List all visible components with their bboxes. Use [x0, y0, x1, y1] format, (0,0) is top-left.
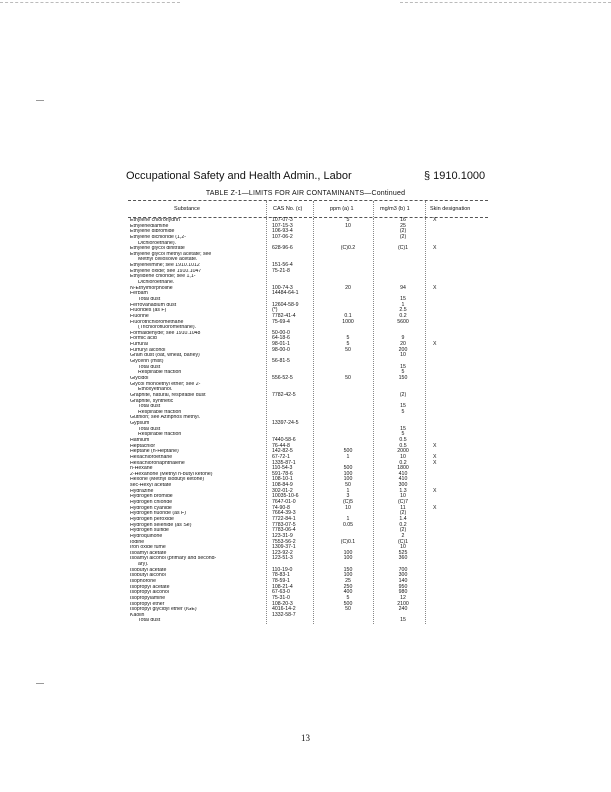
- mgm3-cell: 2100: [397, 600, 409, 607]
- table-header-row: [128, 200, 488, 218]
- substance-cell: Ethyleneimine; see 1910.1012: [130, 263, 200, 269]
- mgm3-cell: 20: [400, 341, 406, 348]
- cas-cell: 7440-58-6: [272, 436, 296, 443]
- skin-cell: X: [433, 341, 437, 348]
- ppm-cell: 50: [345, 374, 351, 381]
- ppm-cell: (C)5: [342, 499, 354, 506]
- substance-cell: n-Hexane: [130, 466, 153, 472]
- cas-cell: 123-31-9: [272, 532, 293, 539]
- cas-cell: 7782-42-5: [272, 391, 296, 398]
- substance-cell: Gypsum: [130, 421, 150, 427]
- substance-cell: Hydrogen chloride: [130, 500, 173, 506]
- substance-cell: Isobutyl alcohol: [130, 573, 166, 579]
- substance-cell: Graphite, natural, respirable dust: [130, 392, 206, 398]
- cas-cell: 75-31-0: [272, 594, 290, 601]
- ppm-cell: 150: [343, 566, 353, 573]
- substance-cell: Formaldehyde; see 1910.1048: [130, 330, 201, 336]
- mgm3-cell: 15: [400, 617, 406, 624]
- substance-cell: Isopropyl glycidyl ether (IGE): [130, 607, 197, 613]
- mgm3-cell: (2): [399, 527, 407, 534]
- cas-cell: 123-51-3: [272, 555, 293, 562]
- substance-cell: Hydrogen cyanide: [130, 505, 172, 511]
- table-row: [128, 618, 488, 624]
- ppm-cell: 10: [345, 222, 351, 229]
- cas-cell: 108-20-3: [272, 600, 293, 607]
- substance-cell: Ethylenediamine: [130, 223, 169, 229]
- cas-cell: 7647-01-0: [272, 499, 296, 506]
- cas-cell: 7722-84-1: [272, 515, 296, 522]
- cas-cell: (*): [272, 307, 278, 314]
- cas-cell: 4016-14-2: [272, 606, 296, 613]
- substance-cell: Isobutyl acetate: [130, 567, 167, 573]
- mgm3-cell: 15: [400, 403, 406, 410]
- mgm3-cell: (2): [399, 391, 407, 398]
- mgm3-cell: 700: [398, 566, 408, 573]
- table-title: TABLE Z-1—LIMITS FOR AIR CONTAMINANTS—Continued: [205, 190, 406, 197]
- mgm3-cell: 10: [400, 453, 406, 460]
- mgm3-cell: 9: [401, 335, 405, 342]
- mgm3-cell: 15: [400, 425, 406, 432]
- substance-cell: Dichloroethane).: [138, 240, 177, 246]
- mgm3-cell: (C)1: [397, 245, 409, 252]
- substance-cell: Glycol monoethyl ether; see 2-: [130, 381, 201, 387]
- mgm3-cell: (C)1: [397, 538, 409, 545]
- substance-cell: Ethylene chlorohydrin: [130, 218, 180, 223]
- ppm-cell: 100: [343, 476, 353, 483]
- substance-cell: Heptachlor: [130, 443, 156, 449]
- mgm3-cell: 0.5: [399, 436, 407, 443]
- cas-cell: 1335-87-1: [272, 459, 296, 466]
- substance-cell: Isophorone: [130, 579, 156, 584]
- ppm-cell: 5: [346, 217, 350, 223]
- mgm3-cell: 25: [400, 222, 406, 229]
- ppm-cell: 500: [343, 448, 353, 455]
- substance-cell: Hafnium: [130, 437, 150, 443]
- mgm3-cell: 525: [398, 549, 408, 556]
- mgm3-cell: 0.5: [399, 442, 407, 449]
- substance-cell: Isoamyl alcohol (primary and second-: [130, 556, 217, 562]
- ppm-cell: 100: [343, 470, 353, 477]
- cas-cell: 7783-06-4: [272, 527, 296, 534]
- cas-cell: 7553-56-2: [272, 538, 296, 545]
- mgm3-cell: 300: [398, 482, 408, 489]
- cas-cell: 108-21-4: [272, 583, 293, 590]
- mgm3-cell: 0.2: [399, 521, 407, 528]
- skin-cell: X: [433, 245, 437, 252]
- skin-cell: X: [433, 459, 437, 466]
- substance-cell: N-Ethylmorpholine: [130, 285, 173, 291]
- ppm-cell: 5: [346, 594, 350, 601]
- substance-cell: Ethylene dibromide: [130, 229, 175, 235]
- mgm3-cell: 16: [400, 217, 406, 223]
- mgm3-cell: 11: [400, 504, 406, 511]
- mgm3-cell: 10: [400, 493, 406, 500]
- mgm3-cell: 15: [400, 363, 406, 370]
- mgm3-cell: 2000: [397, 448, 409, 455]
- cas-cell: 110-19-0: [272, 566, 293, 573]
- mgm3-cell: 10: [400, 544, 406, 551]
- substance-cell: Ferbam: [130, 291, 148, 297]
- skin-cell: X: [433, 442, 437, 449]
- substance-cell: Dichloroethane.: [138, 280, 175, 286]
- margin-mark-lower: [36, 683, 44, 684]
- mgm3-cell: 240: [398, 606, 408, 613]
- substance-cell: (Trichlorofluoromethane).: [138, 325, 197, 331]
- skin-cell: X: [433, 504, 437, 511]
- mgm3-cell: 2: [401, 532, 405, 539]
- substance-cell: Iron oxide fume: [130, 545, 166, 551]
- column-divider: [266, 201, 267, 217]
- mgm3-cell: 0.2: [399, 459, 407, 466]
- substance-cell: sec-Hexyl acetate: [130, 483, 172, 489]
- substance-cell: Total dust: [138, 364, 161, 370]
- cas-cell: 142-82-5: [272, 448, 293, 455]
- cas-cell: 75-21-8: [272, 267, 290, 274]
- mgm3-cell: 360: [398, 555, 408, 562]
- mgm3-cell: 300: [398, 572, 408, 579]
- margin-mark: [36, 100, 44, 101]
- cas-cell: 67-63-0: [272, 589, 290, 596]
- mgm3-cell: 5: [401, 369, 405, 376]
- skin-cell: X: [433, 487, 437, 494]
- mgm3-cell: 1800: [397, 465, 409, 472]
- cas-cell: 1309-37-1: [272, 544, 296, 551]
- substance-cell: Hydrogen bromide: [130, 494, 173, 500]
- cas-cell: 75-69-4: [272, 318, 290, 325]
- substance-cell: Hydrogen fluoride (as F): [130, 511, 186, 517]
- substance-cell: Fluorides (as F): [130, 308, 167, 314]
- cas-cell: 7664-39-3: [272, 510, 296, 517]
- mgm3-cell: 5: [401, 431, 405, 438]
- substance-cell: Hexone (Methyl isobutyl ketone): [130, 477, 205, 483]
- cas-cell: 56-81-5: [272, 358, 290, 365]
- ppm-cell: 100: [343, 555, 353, 562]
- running-header-title: Occupational Safety and Health Admin., Labor: [126, 170, 352, 182]
- column-header-cas: CAS No. (c): [273, 206, 303, 212]
- section-number: § 1910.1000: [424, 170, 486, 182]
- mgm3-cell: 1.4: [399, 515, 407, 522]
- mgm3-cell: 5: [401, 408, 405, 415]
- top-edge-line-right: [400, 2, 611, 3]
- substance-cell: Total dust: [138, 426, 161, 432]
- mgm3-cell: 950: [398, 583, 408, 590]
- ppm-cell: 1: [346, 515, 350, 522]
- mgm3-cell: (C)7: [397, 499, 409, 506]
- substance-cell: Hexachloroethane: [130, 454, 173, 460]
- ppm-cell: 10: [345, 504, 351, 511]
- substance-cell: Isoamyl acetate: [130, 550, 167, 556]
- table-body: [128, 218, 488, 624]
- substance-cell: Isopropyl ether: [130, 601, 165, 607]
- substance-cell: Iodine: [130, 539, 145, 545]
- cas-cell: 76-44-8: [272, 442, 290, 449]
- ppm-cell: 50: [345, 482, 351, 489]
- cas-cell: 110-54-3: [272, 465, 293, 472]
- column-divider: [313, 201, 314, 217]
- mgm3-cell: 200: [398, 346, 408, 353]
- cas-cell: 151-56-4: [272, 262, 293, 269]
- substance-cell: Respirable fraction: [138, 409, 182, 415]
- mgm3-cell: (2): [399, 233, 407, 240]
- cas-cell: 106-93-4: [272, 228, 293, 235]
- substance-cell: Hydrazine: [130, 488, 154, 494]
- ppm-cell: (C)0.1: [340, 538, 356, 545]
- mgm3-cell: 2.5: [399, 307, 407, 314]
- substance-cell: Guthion; see Azinphos methyl.: [130, 415, 201, 421]
- cas-cell: 100-74-3: [272, 284, 293, 291]
- cas-cell: 7783-07-5: [272, 521, 296, 528]
- mgm3-cell: 1.3: [399, 487, 407, 494]
- mgm3-cell: 410: [398, 470, 408, 477]
- mgm3-cell: 15: [400, 295, 406, 302]
- substance-cell: Isopropyl alcohol: [130, 590, 169, 596]
- cas-cell: 107-07-3: [272, 217, 293, 223]
- mgm3-cell: 140: [398, 578, 408, 584]
- mgm3-cell: 5600: [397, 318, 409, 325]
- substance-cell: Total dust: [138, 404, 161, 410]
- substance-cell: Grain dust (oat, wheat, barley): [130, 353, 200, 359]
- ppm-cell: 50: [345, 606, 351, 613]
- substance-cell: Ethylene dichloride (1,2-: [130, 234, 186, 240]
- column-header-ppm: ppm (a) 1: [330, 206, 354, 212]
- skin-cell: X: [433, 217, 437, 223]
- substance-cell: Methyl cellosolve acetate.: [138, 257, 198, 263]
- column-header-skin: Skin designation: [430, 206, 471, 212]
- cas-cell: 50-00-0: [272, 329, 290, 336]
- mgm3-cell: 10: [400, 352, 406, 359]
- ppm-cell: 0.1: [344, 312, 352, 319]
- cas-cell: 67-72-1: [272, 453, 290, 460]
- substance-cell: Ferrovanadium dust: [130, 302, 177, 308]
- substance-cell: Respirable fraction: [138, 370, 182, 376]
- ppm-cell: 50: [345, 346, 351, 353]
- limits-table: [128, 200, 488, 624]
- mgm3-cell: 0.2: [399, 312, 407, 319]
- cas-cell: 302-01-2: [272, 487, 293, 494]
- substance-cell: Hexachloronaphthalene: [130, 460, 185, 466]
- mgm3-cell: 12: [400, 594, 406, 601]
- substance-cell: Ethoxyethanol.: [138, 387, 173, 393]
- cas-cell: 98-01-1: [272, 341, 290, 348]
- cas-cell: 98-00-0: [272, 346, 290, 353]
- substance-cell: Ethylidene chloride; see 1,1-: [130, 274, 196, 280]
- ppm-cell: 100: [343, 572, 353, 579]
- substance-cell: Heptane (n-Heptane): [130, 449, 179, 455]
- ppm-cell: 3: [346, 493, 350, 500]
- substance-cell: Ethylene glycol methyl acetate; see: [130, 251, 212, 257]
- cas-cell: 108-10-1: [272, 476, 293, 483]
- substance-cell: Fluorine: [130, 313, 149, 319]
- skin-cell: X: [433, 284, 437, 291]
- cas-cell: 107-15-3: [272, 222, 293, 229]
- ppm-cell: 100: [343, 549, 353, 556]
- mgm3-cell: 1: [401, 301, 405, 308]
- cas-cell: 107-06-2: [272, 233, 293, 240]
- top-edge-line: [0, 2, 180, 3]
- substance-cell: ary).: [138, 562, 149, 568]
- ppm-cell: 250: [343, 583, 353, 590]
- column-header-substance: Substance: [174, 206, 200, 212]
- mgm3-cell: 410: [398, 476, 408, 483]
- substance-cell: Hydrogen peroxide: [130, 516, 174, 522]
- substance-cell: Respirable fraction: [138, 432, 182, 438]
- ppm-cell: 20: [345, 284, 351, 291]
- ppm-cell: (C)0.2: [340, 245, 356, 252]
- substance-cell: Hydroquinone: [130, 533, 163, 539]
- ppm-cell: 1000: [342, 318, 354, 325]
- cas-cell: 628-96-6: [272, 245, 293, 252]
- substance-cell: Fluorotrichloromethane: [130, 319, 184, 325]
- cas-cell: 1332-58-7: [272, 611, 296, 618]
- substance-cell: Total dust: [138, 296, 161, 302]
- substance-cell: Isopropyl acetate: [130, 584, 170, 590]
- mgm3-cell: (2): [399, 228, 407, 235]
- substance-cell: Ethylene oxide; see 1910.1047: [130, 268, 202, 274]
- mgm3-cell: (2): [399, 510, 407, 517]
- substance-cell: Kaolin: [130, 612, 145, 618]
- cas-cell: 14484-64-1: [272, 290, 299, 297]
- ppm-cell: 500: [343, 600, 353, 607]
- mgm3-cell: 980: [398, 589, 408, 596]
- column-divider: [373, 201, 374, 217]
- substance-cell: Formic acid: [130, 336, 157, 342]
- cas-cell: 556-52-5: [272, 374, 293, 381]
- substance-cell: Hydrogen sulfide: [130, 528, 169, 534]
- cas-cell: 13397-24-5: [272, 420, 299, 427]
- cas-cell: 7782-41-4: [272, 312, 296, 319]
- skin-cell: X: [433, 453, 437, 460]
- cas-cell: 12604-58-9: [272, 301, 299, 308]
- ppm-cell: 1: [346, 453, 350, 460]
- column-header-mgm3: mg/m3 (b) 1: [380, 206, 410, 212]
- ppm-cell: 0.05: [342, 521, 354, 528]
- substance-cell: Ethylene glycol dinitrate: [130, 246, 185, 252]
- substance-cell: Hydrogen selenide (as Se): [130, 522, 192, 528]
- substance-cell: Glycidol: [130, 375, 149, 381]
- substance-cell: Glycerin (mist): [130, 359, 164, 365]
- cas-cell: 10035-10-6: [272, 493, 299, 500]
- substance-cell: 2-Hexanone (Methyl n-butyl ketone): [130, 471, 213, 477]
- ppm-cell: 25: [345, 578, 351, 584]
- ppm-cell: 500: [343, 465, 353, 472]
- cas-cell: 591-78-6: [272, 470, 293, 477]
- substance-cell: Furfuryl alcohol: [130, 347, 166, 353]
- mgm3-cell: 150: [398, 374, 408, 381]
- ppm-cell: 5: [346, 341, 350, 348]
- substance-cell: Furfural: [130, 342, 148, 348]
- substance-cell: Isopropylamine: [130, 595, 166, 601]
- cas-cell: 123-92-2: [272, 549, 293, 556]
- ppm-cell: 5: [346, 335, 350, 342]
- cas-cell: 64-18-6: [272, 335, 290, 342]
- column-divider: [425, 201, 426, 217]
- cas-cell: 108-84-9: [272, 482, 293, 489]
- cas-cell: 78-59-1: [272, 578, 290, 584]
- ppm-cell: 400: [343, 589, 353, 596]
- substance-cell: Graphite, synthetic: [130, 398, 174, 404]
- substance-cell: Total dust: [138, 618, 161, 624]
- mgm3-cell: 94: [400, 284, 406, 291]
- page-number: 13: [301, 733, 310, 743]
- cas-cell: 78-83-1: [272, 572, 290, 579]
- cas-cell: 74-90-8: [272, 504, 290, 511]
- ppm-cell: 1: [346, 487, 350, 494]
